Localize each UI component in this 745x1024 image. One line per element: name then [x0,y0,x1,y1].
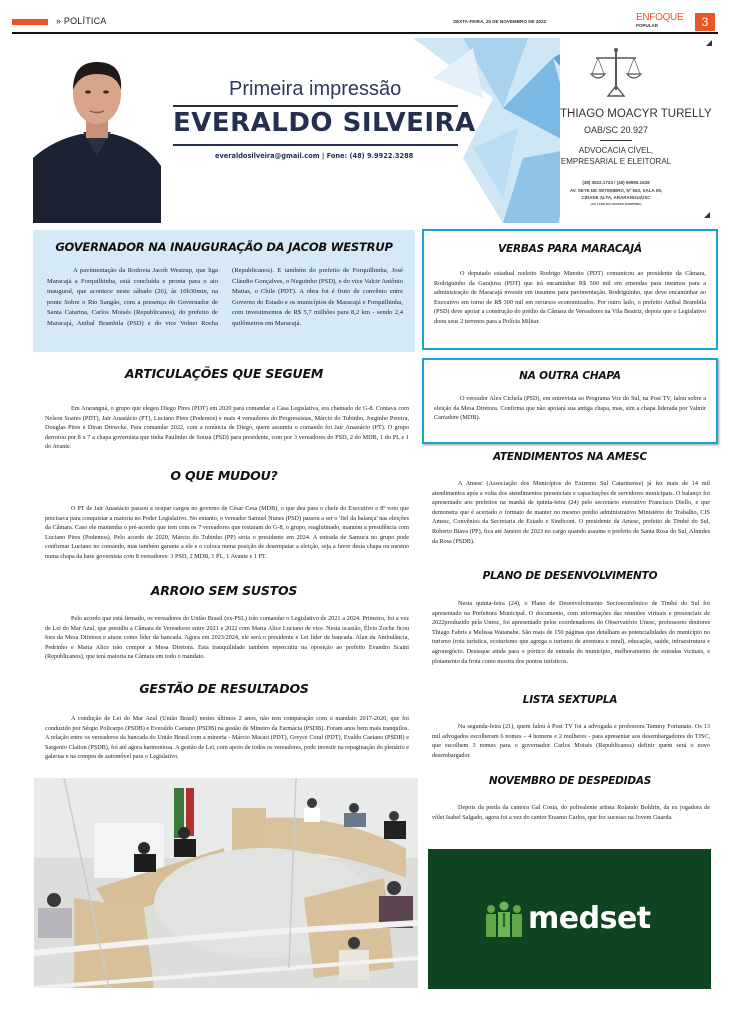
article-title: NA OUTRA CHAPA [519,370,621,382]
article-body: O deputado estadual reeleito Rodrigo Minotto (PDT) comunicou ao presidente da Câmara, Rodriguinho da Garajuva (PDT) que irá encaminhar R$ 500 mil em emendas para insumos para a administração de Maracajá investir em insumos para pavimentação. Rodriguinho, que deve encaminhar ao Executivo em torno de R$ 300 mil em recursos economizados. Por outro lado, o prefeito Anibal Brambila (PSD) deve apoiar a construção do prédio da Câmara de Vereadores na Vila Beatriz, depois que o Legislativo doou seus 2 terrenos para a Polícia Militar. [434,270,706,325]
article-gestao [33,681,415,761]
columnist-contact: everaldosilveira@gmail.com | Fone: (48) 9.9922.3288 [215,152,414,160]
article-o-que-mudou [33,468,415,560]
article-body: Pelo acordo que está firmado, os vereadores do União Brasil (ex-PSL) irão comandar o Legislativo de 2021 a 2024. Primeiro, foi a vez de Lei do Mar Azul, que presidiu a Câmara de Vereadores entre 2021 e 2022 com Maria Alice Luciano de vice. Nesta ocasião, Élvio Zoche ficou fora da Mesa Diretora e atuou como líder da bancada. Agora em 2023/2024, ele será o presidente e Lei líder de bancada. Alan da Ambulância, Pedrinho e Maria Alice irão compor a Mesa Diretora. Esta tranquilidade também repercutiu na oposição ao prefeito Evandro Scaini (Republicanos), que terá maioria na Câmara em todo o mandato. [45,615,409,661]
article-body: A pavimentação da Rodovia Jacob Westrup, que liga Maracajá a Forquilhinha, está concluída e pronta para o ato inaugural, que acontece neste sábado (26), às 10h30min, na ponte Sobre o Rio Sangão, com a presença do Governador de Santa Catarina, Carlos Moisés (Republicanos), do prefeito de Maracajá, Anibal Brambila (PSD) e do vice Volnei Rocha (Republicanos). E também do prefeito de Forquilhinha, José Cláudio Gonçalves, o Neguinho (PSD), e do vice Valcir Antônio Matias, o Chile (PDT). A obra foi é fruto de convênio entre Governo do Estado e os municípios de Maracajá e Forquilhinha, com investimentos de R$ 5,7 milhões para 8,2 km - sendo 2,4 quilômetros em Maracajá. [47,267,403,327]
practice-area-line-2: EMPRESARIAL E ELEITORAL [560,157,672,166]
article-body: Na segunda-feira (21), quem falou à Post TV foi a advogada e professora Tammy Fortunato. Os 13 mil advogados escolheram 6 nomes – 4 homens e 2 mulheres - para apresentar aos desembargadores do TJSC, que escolhem 3 nomes para o governador Carlos Moisés (Republicanos) definir quem será o novo desembargador. [432,723,710,759]
ad-address-3: (AO LADO DO CENTER SHOPPING) [590,202,642,206]
title-rule-bottom [173,144,458,146]
columnist-portrait [33,48,161,223]
article-title: GESTÃO DE RESULTADOS [139,681,309,696]
column-kicker: Primeira impressão [229,78,402,100]
page-header [0,0,745,34]
ad-address-1: AV. SETE DE SETEMBRO, Nº 653, SALA 09, [569,188,663,193]
law-firm-ad [560,38,718,224]
practice-area-line-1: ADVOCACIA CÍVEL, [578,146,654,155]
people-group-icon [483,901,525,937]
section-color-bar [12,19,48,25]
article-body: A Amesc (Associação dos Municípios do Extremo Sul Catarinense) já fez mais de 14 mil atendimentos após a volta dos atendimentos presenciais e capacitações de servidores municipais. O balanço foi apresentado aos prefeitos na manhã de quinta-feira (24) pelo secretário executivo Francisco Diello, e que demonstra que é acertado o formato de manter no mesmo prédio administrativo Ministério do Trabalho, CIS Amesc, Convênios da Secretaria de Estado e Sindicont. O presidente da Amesc, prefeito de Timbé do Sul, Roberto Biava (PP), fica até Janeiro de 2023 no cargo quando assume o prefeito de Santa Rosa do Sul, Almides da Rosa (PSDB). [432,480,710,545]
logo-text-top: ENFOQUE [636,12,684,23]
article-lista-sextupla [422,694,718,759]
scales-of-justice-icon [590,46,642,98]
article-arroio [33,583,415,661]
article-body: Depois da perda da cantora Gal Costa, do polivalente artista Rolando Boldrin, da ex jogadora de vôlei Isabel Salgado, agora foi a vez do cantor Erasmo Carlos, que fez sucesso na Jovem Guarda. [432,804,710,821]
article-outra-chapa [422,358,718,444]
article-title: LISTA SEXTUPLA [522,694,618,706]
article-title: ARROIO SEM SUSTOS [150,583,298,598]
medset-logo-text: medset [528,901,651,936]
article-title: PLANO DE DESENVOLVIMENTO [482,570,658,582]
article-title: VERBAS PARA MARACAJÁ [498,243,642,255]
article-articulacoes [33,366,415,451]
article-plano [422,570,718,665]
header-rule [12,32,718,34]
article-governador [33,230,415,352]
page-number: 3 [695,13,715,31]
article-title: ARTICULAÇÕES QUE SEGUEM [124,366,324,381]
article-body: Em Araranguá, o grupo que elegeu Diego Pires (PDT) em 2020 para comandar a Casa Legislativa, era chamado de G-8. Contava com Nelson Soares (PDT), Jair Anastácio (PT), Luciano Pires (Podemos) e mais 4 vereadores do Progressistas, Márcio do Tubinho, Jorginho Pereira, Douglas Pires e Diran Drewcke. Para comandar 2022, com a renúncia de Diego, quem assumiu o comando foi Jair Anastácio (PT). O grupo derrotou por 8 x 7 a chapa governista que tinha Paulinho de Souza (PSD) para presidente, com por 3 vereadores do PSD, 2 do MDB, 1 do PL e 1 do Avante. [45,405,409,451]
ad-address-2: CIDADE ALTA, ARARANGUÁ/SC [581,195,651,200]
issue-date: SEXTA-FEIRA, 25 DE NOVEMBRO DE 2022 [453,19,547,24]
article-body: A condução de Lei do Mar Azul (União Brasil) nestes últimos 2 anos, não tem comparação com o mandato 2017-2020, que foi conduzido por Sérgio Policarpo (PSDB) e Everaldo Caetano (PSDB) na gestão de Mineiro da Farmácia (PSDB). Foram anos bem mais tranquilos. A relação entre os vereadores da bancada do União Brasil com a minoria - Márcio Macari (PDT), Greyce Coral (PDT), Evaldo Caetano (PSDB) e Sargento Claiton (PSDB), foi até agora harmoniosa. A gestão de Lei, com apoio de todos os vereadores, pode investir na repaginação do plenário e galerias e na compra de automóvel para o Legislativo. [45,715,409,761]
columnist-name: EVERALDO SILVEIRA [173,108,476,138]
article-amesc [422,451,718,545]
lawyer-oab: OAB/SC 20.927 [583,125,649,135]
corner-mark-top [706,40,712,46]
title-rule-top [173,105,458,107]
logo-text-bottom: POPULAR [636,23,659,28]
lawyer-name: THIAGO MOACYR TURELLY [560,108,712,120]
ad-phones: (48) 3522.1724 / (48) 99955.1628 [582,180,650,185]
article-title: ATENDIMENTOS NA AMESC [493,451,647,463]
section-label: » POLÍTICA [56,16,107,26]
article-title: NOVEMBRO DE DESPEDIDAS [488,775,652,787]
column-banner [33,38,588,223]
article-verbas [422,229,718,350]
article-body: Nesta quinta-feira (24), o Plano de Desenvolvimento Socioeconômico de Timbé do Sul foi apresentado na Prefeitura Municipal. O documento, com informações das reuniões virtuais e presenciais de 2022produzido pela Unesc, foi apresentado pelos coordenadores do Observatório Unesc, professores doutores Thiago Fabris e Melissa Watanabe. São mais de 150 páginas que detalham as potencialidades do município no turismo (rota turística, ecoturismo que agrega o turismo de aventura e rural), educação, saúde, infraestrutura e agronegócio. Destaque ainda para o pórtico de entrada do município, melhoramento de estradas vicinais, e plotamento da frota como mostra dos pontos turísticos. [432,600,710,665]
article-title: O QUE MUDOU? [170,468,278,483]
article-title: GOVERNADOR NA INAUGURAÇÃO DA JACOB WESTRUP [55,240,393,254]
article-novembro [422,775,718,821]
ad-divider [600,140,632,141]
corner-mark-bottom [704,212,710,218]
newspaper-logo [636,13,683,28]
medset-ad [428,849,711,989]
article-body: O PT de Jair Anastácio passou a ocupar cargos no governo de César Cesa (MDB), o que deu para o chefe do Executivo o 8º voto que precisava para conquistar a maioria no Poder Legislativo. No entanto, o vereador Samuel Nunes (PSD) passou a ser o 'fiel da balança' nas eleições da Câmara. Caso ele mantenha o pré-acordo que tem com os 7 vereadores que restaram do G-8, o grupo, reaglutinado, mantém a presidência com Luciano Pires (Podemos). Pelo acordo de 2020, Márcio do Tubinho (PP) seria o presidente em 2024. A entrada de Samuca no grupo pode confirmar Luciano no comando, mas também garante a ele e o coloca numa posição de desempatar a eleição, seja a favor desta chapa ou mesmo numa chapa da base governista com 8 vereadores: 3 PSD, 2 MDB, 1 PL, 1 Avante e 1 PT. [45,505,409,560]
article-body: O vereador Alex Cichela (PSD), em entrevista ao Programa Voz do Sul, na Post TV, falou sobre a eleição da Mesa Diretora. Confirma que não apoiará sua antiga chapa, mas, sim a chapa liderada por Valmir Carradore (MDB). [434,395,706,422]
council-chamber-photo [34,778,418,988]
